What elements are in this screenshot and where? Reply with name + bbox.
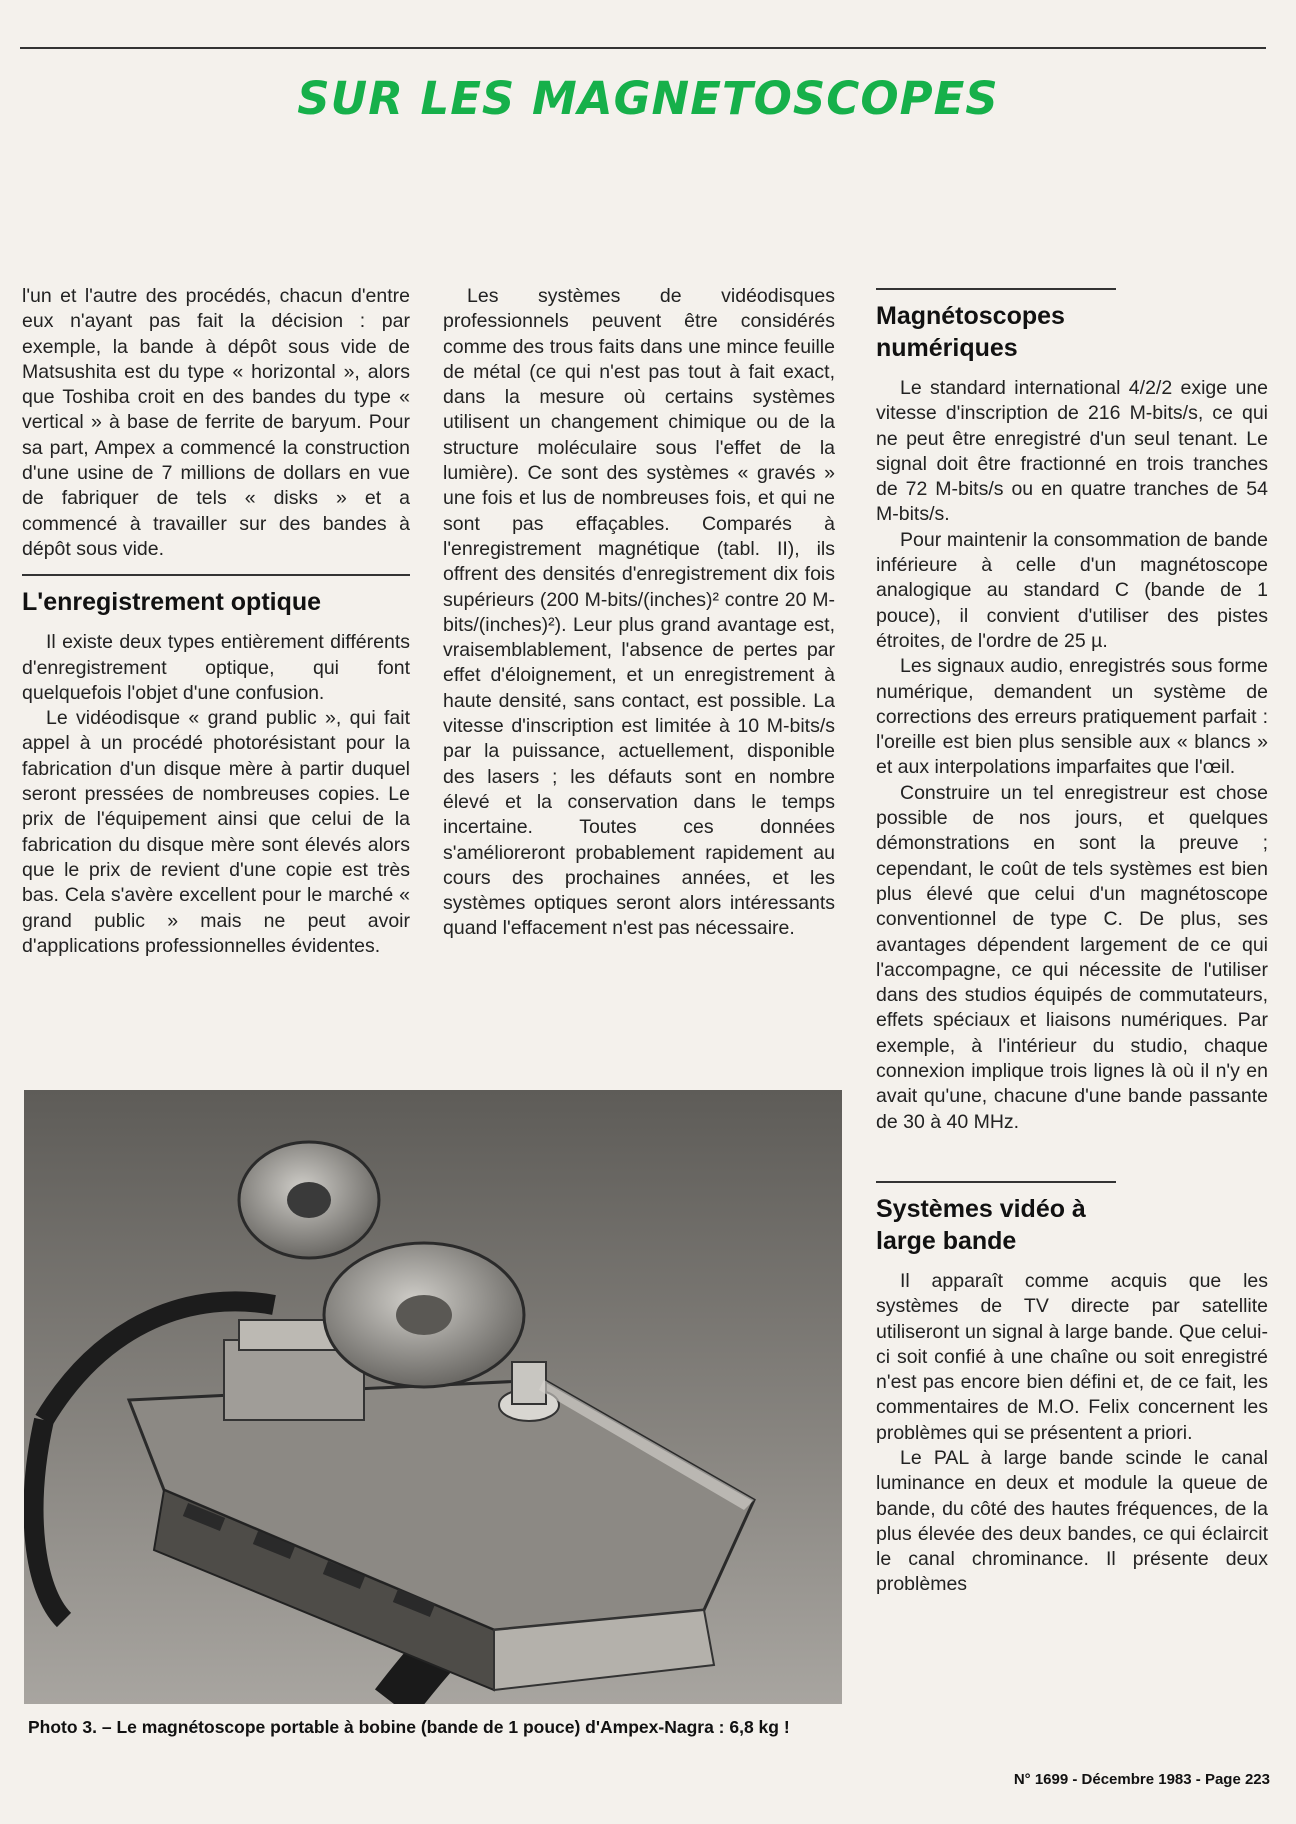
col3-paragraph-4: Construire un tel enregistreur est chose possible de nos jours, et quelques démonstrations en sont la preuve ; cependant, le coût de tels systèmes est bien plus élevé que celui d'un magnétoscope conventionnel de type C. De plus, ses avantages dépendent largement de ce qui l'accompagne, ce qui nécessite de l'utiliser dans des studios équipés de commutateurs, effets spéciaux et liaisons numériques. Par exemple, à l'intérieur du studio, chaque connexion implique trois lignes là où il n'y en avait qu'une, chacune d'une bande passante de 30 à 40 MHz. — [876, 781, 1268, 1133]
col2-paragraph-1: Les systèmes de vidéodisques professionnels peuvent être considérés comme des trous faits dans une mince feuille de métal (ce qui n'est pas tout à fait exact, dans la mesure où certains systèmes utilisent un changement chimique ou de la structure moléculaire sous l'effet de la lumière). Ce sont des systèmes « gravés » une fois et lus de nombreuses fois, et qui ne sont pas effaçables. Comparés à l'enregistrement magnétique (tabl. II), ils offrent des densités d'enregistrement dix fois supérieurs (200 M-bits/(inches)² contre 20 M-bits/(inches)²). Leur plus grand avantage est, vraisemblablement, l'absence de pertes par effet d'éloignement, et un enregistrement à haute densité, sans contact, est possible. La vitesse d'inscription est limitée à 10 M-bits/s par la puissance, actuellement, disponible des lasers ; les défauts sont en nombre élevé et la conservation dans le temps incertaine. Toutes ces données s'amélioreront probablement rapidement au cours des prochaines années, et les systèmes optiques seront alors intéressants quand l'effacement n'est pas nécessaire. — [443, 285, 835, 940]
tape-recorder-illustration — [24, 1090, 842, 1704]
col3-paragraph-3: Les signaux audio, enregistrés sous forme numérique, demandent un système de corrections des erreurs pratiquement parfait : l'oreille est bien plus sensible aux « blancs » et aux interpolations imparfaites que l'œil. — [876, 655, 1268, 779]
col1-paragraph-3: Le vidéodisque « grand public », qui fait appel à un procédé photorésistant pour la fabrication d'un disque mère à partir duquel seront pressées de nombreuses copies. Le prix de l'équipement ainsi que celui de la fabrication du disque mère sont élevés alors que le prix de revient d'une copie est très bas. Cela s'avère excellent pour le marché « grand public » mais ne peut avoir d'applications professionnelles évidentes. — [22, 707, 410, 957]
col3-paragraph-2: Pour maintenir la consommation de bande inférieure à celle d'un magnétoscope analogique au standard C (bande de 1 pouce), il convient d'utiliser des pistes étroites, de l'ordre de 25 µ. — [876, 528, 1268, 652]
photo-magnetoscope — [24, 1090, 842, 1704]
section-heading-large-bande: Systèmes vidéo à large bande — [876, 1181, 1116, 1257]
page-headline: SUR LES MAGNETOSCOPES — [297, 72, 999, 125]
photo-caption: Photo 3. – Le magnétoscope portable à bobine (bande de 1 pouce) d'Ampex-Nagra : 6,8 kg ! — [28, 1717, 790, 1737]
col1-paragraph-1: l'un et l'autre des procédés, chacun d'entre eux n'ayant pas fait la décision : par exemple, la bande à dépôt sous vide de Matsushita est du type « horizontal », alors que Toshiba croit en des bandes du type « vertical » à base de ferrite de baryum. Pour sa part, Ampex a commencé la construction d'une usine de 7 millions de dollars en vue de fabriquer de tels « disks » et a commencé à travailler sur des bandes à dépôt sous vide. — [22, 285, 410, 560]
column-2 — [443, 284, 835, 942]
top-rule — [20, 47, 1266, 49]
col3-paragraph-1: Le standard international 4/2/2 exige une vitesse d'inscription de 216 M-bits/s, ce qui ne peut être enregistré d'un seul tenant. Le signal doit être fractionné en trois tranches de 72 M-bits/s ou en quatre tranches de 54 M-bits/s. — [876, 377, 1268, 526]
column-1 — [22, 284, 410, 959]
section-heading-optique: L'enregistrement optique — [22, 574, 410, 618]
col3-paragraph-6: Le PAL à large bande scinde le canal luminance en deux et module la queue de bande, du côté des hautes fréquences, de la plus élevée des deux bandes, ce qui éclaircit le canal chrominance. Il présente deux problèmes — [876, 1446, 1268, 1596]
column-3 — [876, 288, 1268, 1598]
col1-paragraph-2: Il existe deux types entièrement différents d'enregistrement optique, qui font quelquefois l'objet d'une confusion. — [22, 631, 410, 704]
page-footer: N° 1699 - Décembre 1983 - Page 223 — [1013, 1771, 1270, 1788]
col3-paragraph-5: Il apparaît comme acquis que les systèmes de TV directe par satellite utiliseront un signal à large bande. Que celui-ci soit confié à une chaîne ou soit enregistré n'est pas encore bien défini et, de ce fait, les commentaires de M.O. Felix concernent les problèmes qui se présentent a priori. — [876, 1269, 1268, 1444]
section-heading-numeriques: Magnétoscopes numériques — [876, 288, 1116, 364]
